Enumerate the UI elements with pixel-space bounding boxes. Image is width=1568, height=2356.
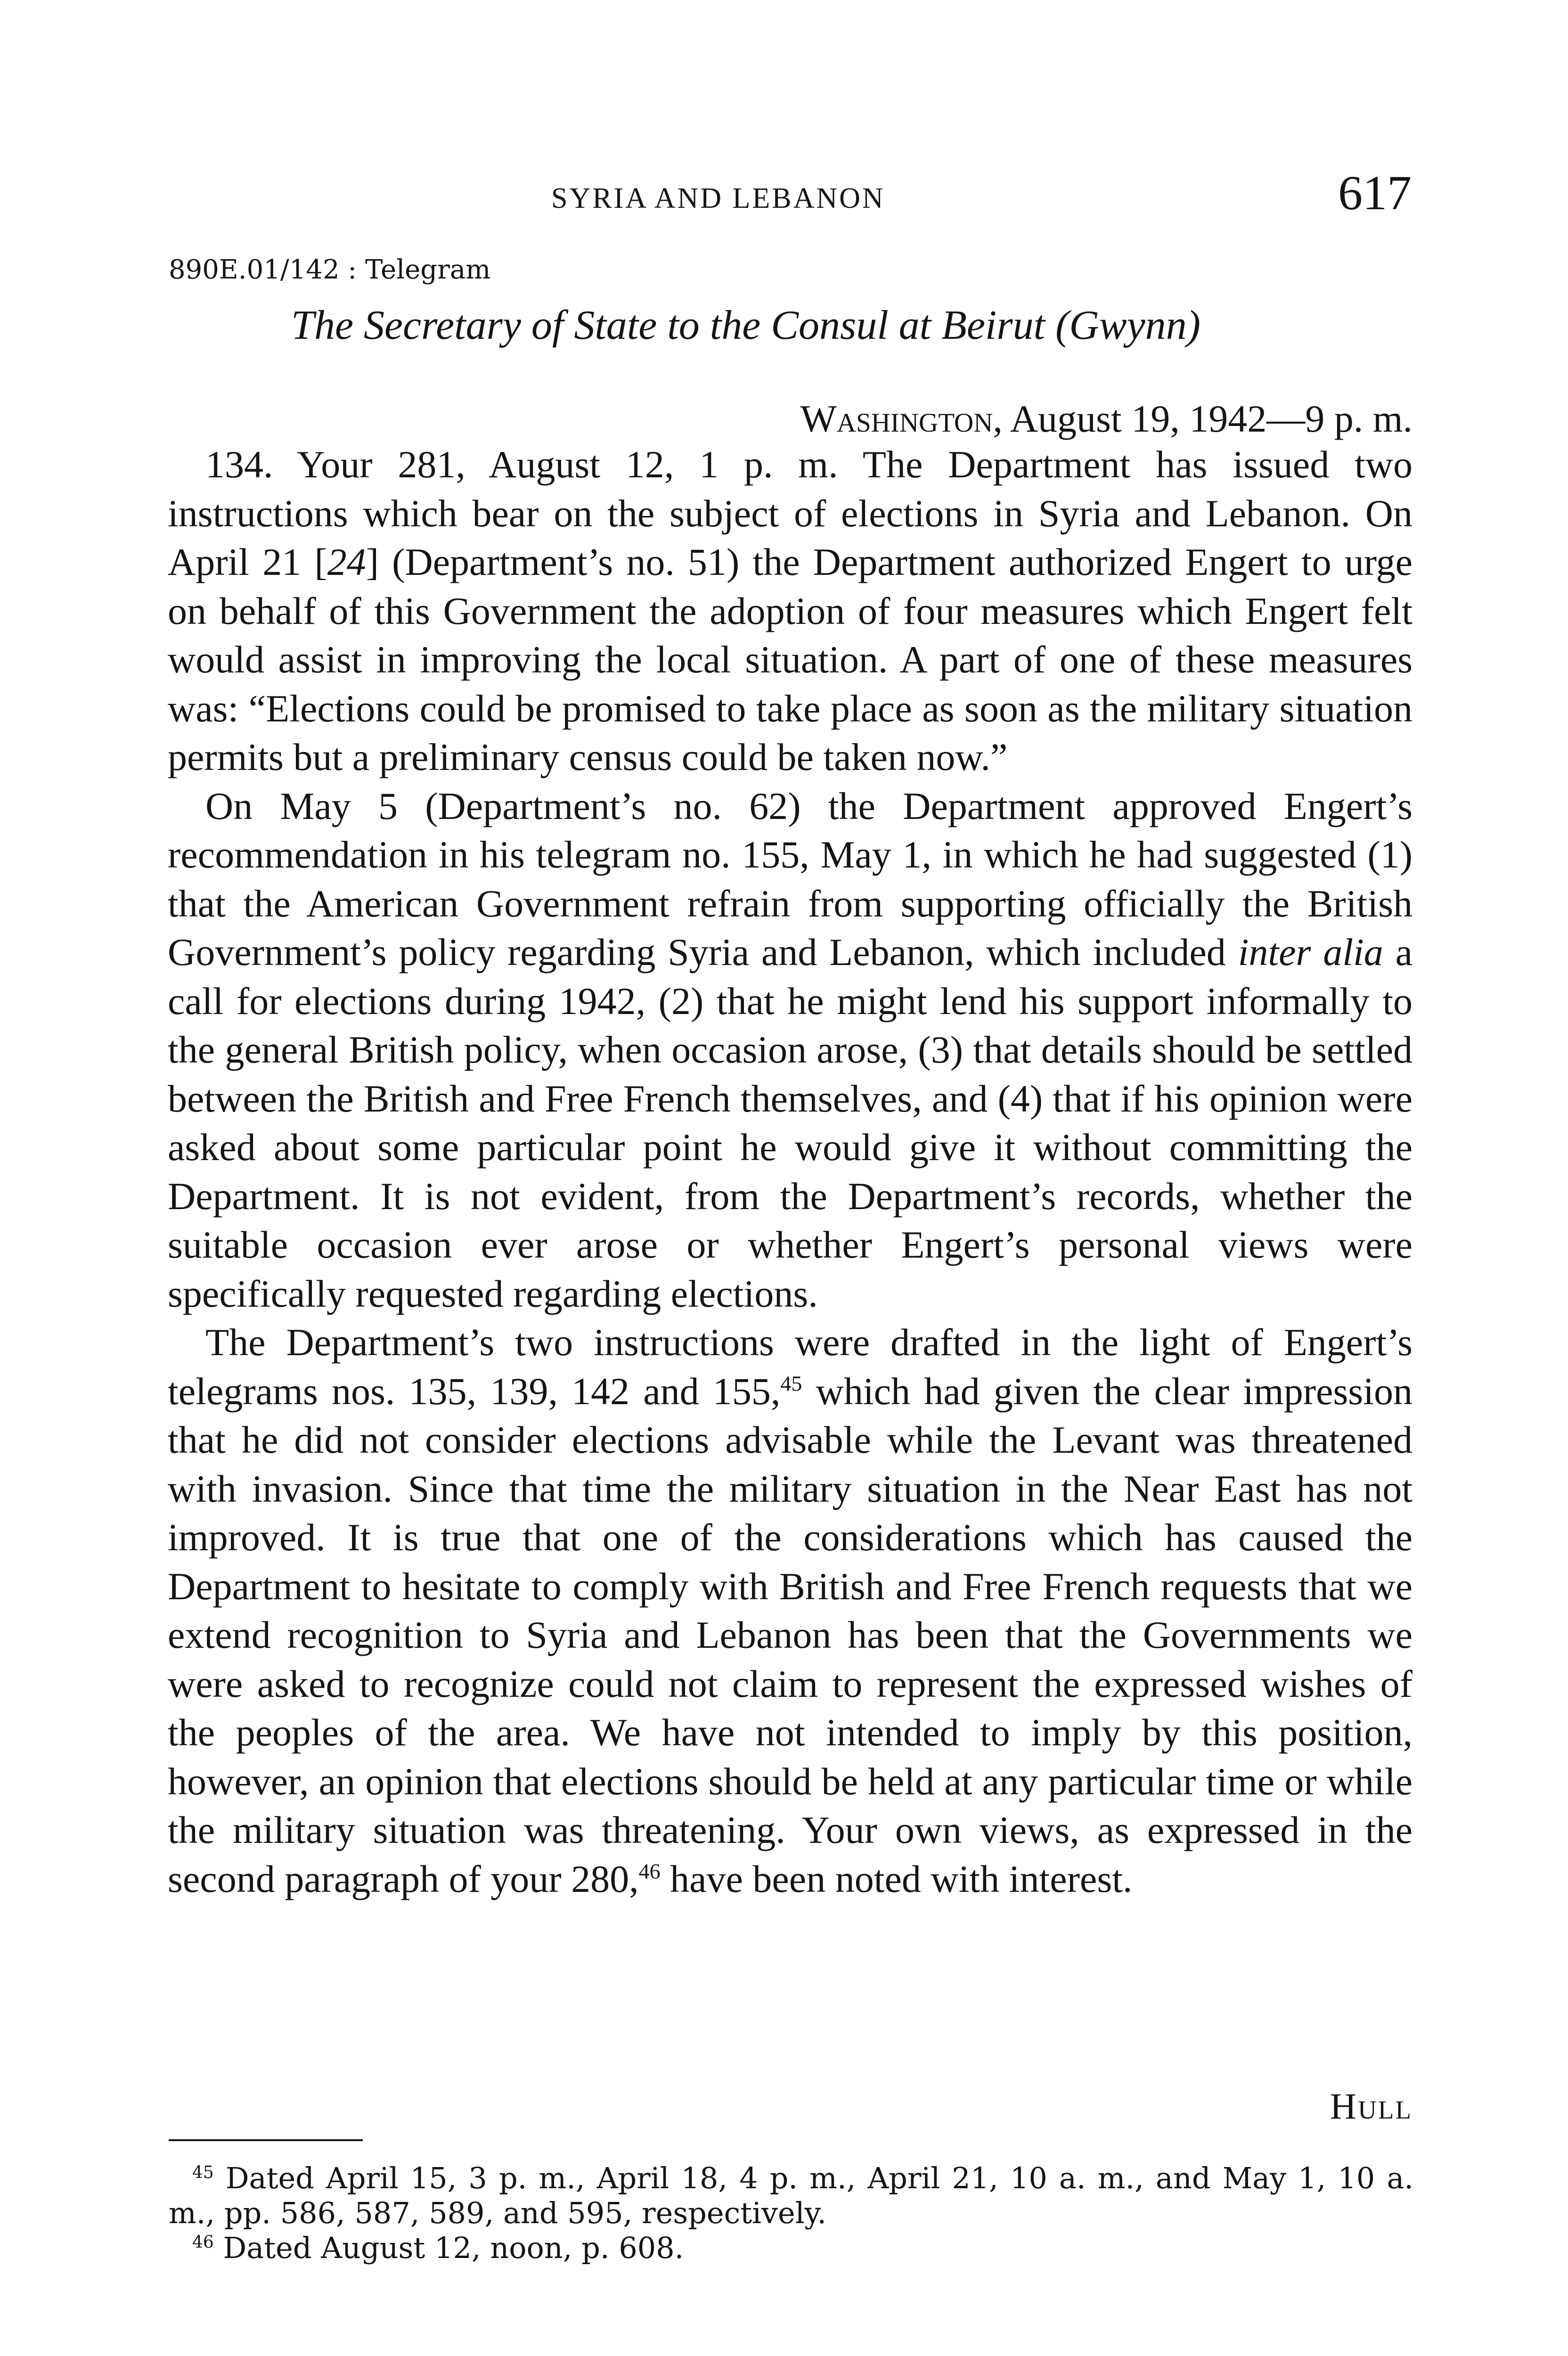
signature: Hull — [1330, 2086, 1413, 2127]
footnote-45 — [169, 2161, 1413, 2231]
running-head — [0, 165, 1568, 221]
dateline — [800, 397, 1413, 441]
paragraph-1-correction: 24 — [327, 540, 366, 583]
paragraph-2-text-b: a call for elections during 1942, (2) that he might lend his support informally to the general British policy, when occasion arose, (3) that details should be settled between the British and Free French themselves, and (4) that if his opinion were asked about some particular point he would give it without committing the Department. It is not evident, from the Department’s records, whether the suitable occasion ever arose or whether Engert’s personal views were specifically requested regarding elections. — [168, 931, 1413, 1315]
dateline-date: , August 19, 1942—9 p. m. — [993, 397, 1413, 440]
paragraph-3-text-b: which had given the clear impression that he did not consider elections advisable while the Levant was threatened with invasion. Since that time the military situation in the Near East has not improved. It is true that one of the considerations which has caused the Department to hesitate to comply with British and Free French requests that we extend recognition to Syria and Lebanon has been that the Governments we were asked to recognize could not claim to represent the expressed wishes of the peoples of the area. We have not intended to imply by this position, however, an opinion that elections should be held at any particular time or while the military situation was threatening. Your own views, as expressed in the second paragraph of your 280, — [168, 1369, 1413, 1900]
paragraph-3 — [168, 1318, 1413, 1903]
paragraph-2-italic: inter alia — [1238, 931, 1383, 973]
dateline-place: Washington — [800, 397, 993, 440]
footnote-ref-46[interactable]: 46 — [638, 1859, 661, 1883]
paragraph-3-text-a: The Department’s two instructions were drafted in the light of Engert’s telegrams nos. 135, 139, 142 and 155, — [168, 1321, 1413, 1413]
telegram-body — [168, 440, 1413, 1903]
footnotes — [169, 2161, 1413, 2266]
footnote-46 — [169, 2231, 1413, 2266]
paragraph-2 — [168, 782, 1413, 1318]
footnote-marker: 45 — [192, 2163, 214, 2183]
footnote-marker: 46 — [192, 2233, 214, 2252]
paragraph-1-text-b: ] (Department’s no. 51) the Department authorized Engert to urge on behalf of this Government the adoption of four measures which Engert felt would assist in improving the local situation. A part of one of these measures was: “Elections could be promised to take place as soon as the military situation permits but a preliminary census could be taken now.” — [168, 540, 1413, 778]
file-reference: 890E.01/142 : Telegram — [169, 254, 491, 285]
paragraph-3-text-c: have been noted with interest. — [660, 1857, 1133, 1900]
footnote-text: Dated August 12, noon, p. 608. — [223, 2231, 684, 2265]
page-number: 617 — [1338, 166, 1412, 220]
footnote-ref-45[interactable]: 45 — [780, 1371, 802, 1396]
document-title: The Secretary of State to the Consul at Beirut (Gwynn) — [291, 303, 1200, 348]
footnote-text: Dated April 15, 3 p. m., April 18, 4 p. m., April 21, 10 a. m., and May 1, 10 a. m., pp. 586, 587, 589, and 595, respectively. — [169, 2161, 1413, 2230]
paragraph-1 — [168, 440, 1413, 782]
paragraph-1-text-a: 134. Your 281, August 12, 1 p. m. The Department has issued two instructions which bear on the subject of elections in Syria and Lebanon. On April 21 [ — [168, 443, 1413, 583]
footnote-divider — [169, 2139, 363, 2141]
running-title: SYRIA AND LEBANON — [551, 182, 885, 214]
paragraph-2-text-a: On May 5 (Department’s no. 62) the Department approved Engert’s recommendation in his telegram no. 155, May 1, in which he had suggested (1) that the American Government refrain from supporting officially the British Government’s policy regarding Syria and Lebanon, which included — [168, 784, 1413, 973]
